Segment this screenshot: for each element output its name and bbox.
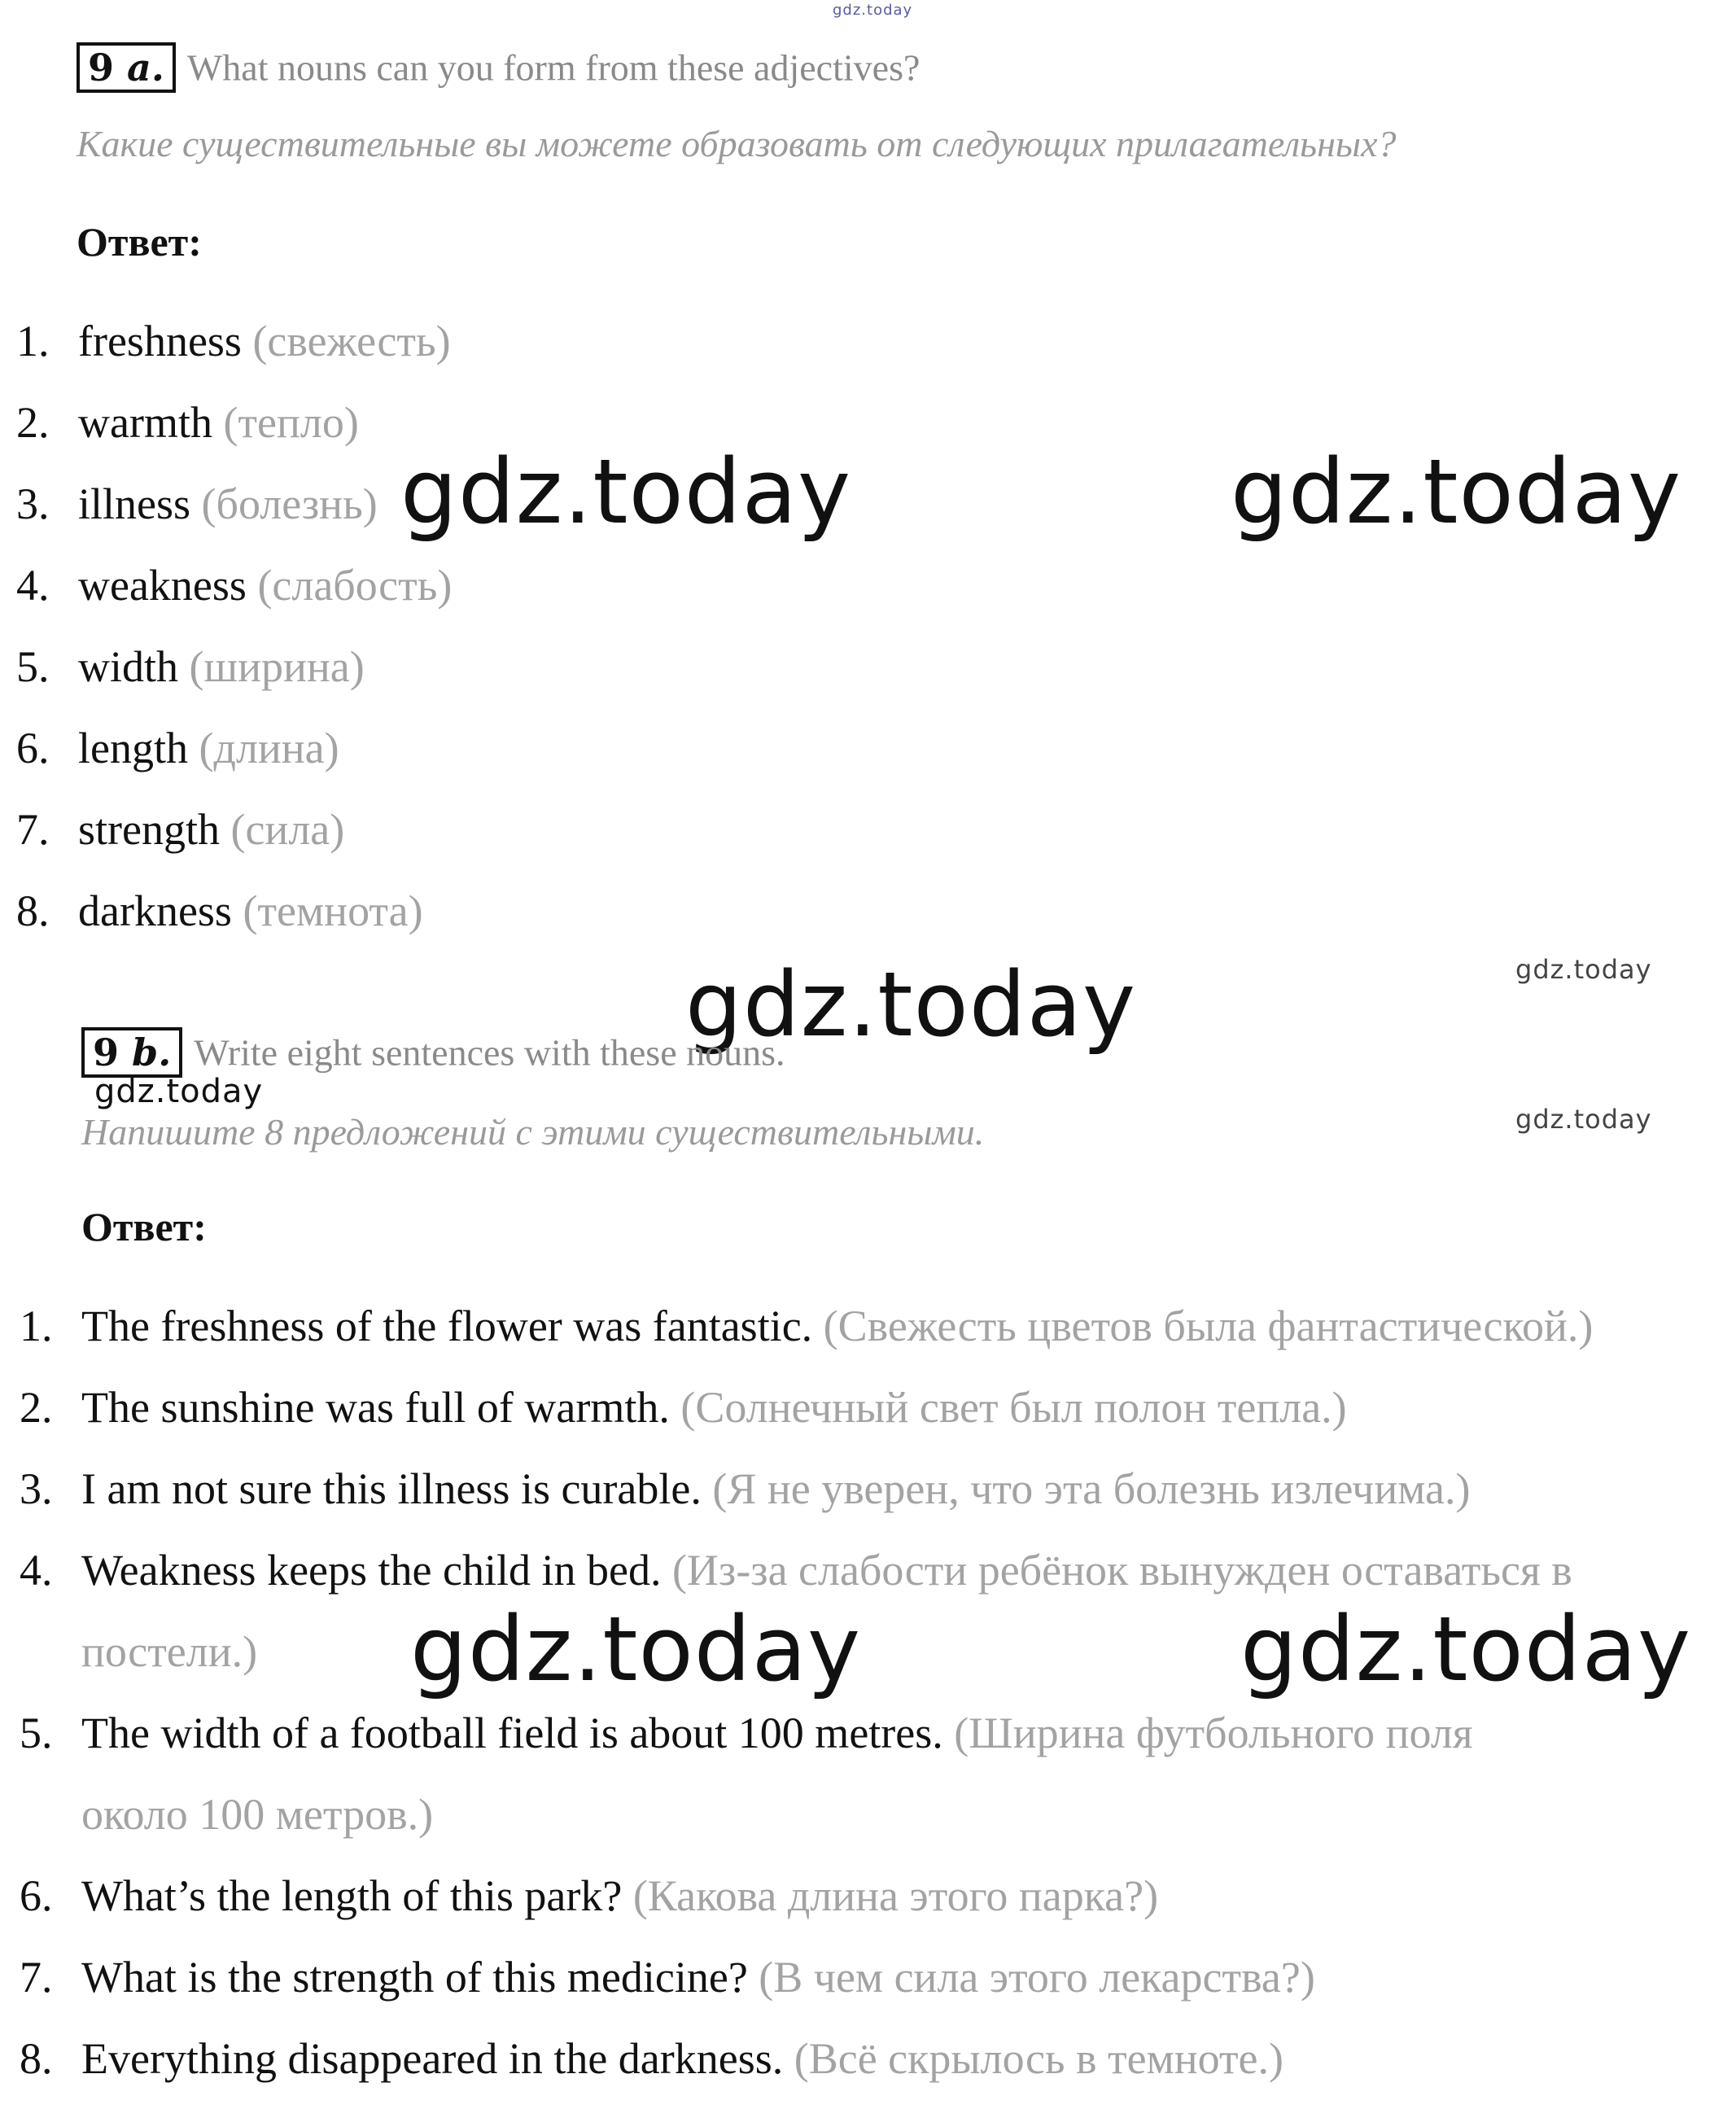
task-b-prompt-ru: Напишите 8 предложений с этими существительными.: [81, 1111, 985, 1153]
list-item: 2. warmth (тепло): [16, 398, 359, 447]
task-a-header: [77, 42, 920, 93]
list-item: 1. freshness (свежесть): [16, 317, 451, 365]
task-a-number: 9: [88, 46, 115, 90]
task-a-prompt-ru: Какие существительные вы можете образовать от следующих прилагательных?: [77, 123, 1397, 164]
watermark-small: gdz.today: [1515, 954, 1652, 985]
watermark-small: gdz.today: [1515, 1104, 1652, 1135]
list-item: 8. Everything disappeared in the darkness. (Всё скрылось в темноте.): [20, 2034, 1284, 2083]
list-item: 5. The width of a football field is about 100 metres. (Ширина футбольного поля: [20, 1709, 1473, 1757]
list-item: 4. weakness (слабость): [16, 561, 453, 610]
watermark-large: gdz.today: [410, 1597, 862, 1701]
list-item: 4. Weakness keeps the child in bed. (Из-за слабости ребёнок вынужден оставаться в: [20, 1546, 1572, 1595]
list-item: 7. strength (сила): [16, 805, 345, 854]
list-item-continuation: около 100 метров.): [81, 1790, 434, 1839]
list-item: 5. width (ширина): [16, 642, 365, 691]
task-b-answer-label: Ответ:: [81, 1204, 207, 1249]
task-a-number-box: [77, 42, 176, 93]
watermark-top: gdz.today: [833, 2, 913, 19]
list-item: 3. I am not sure this illness is curable. (Я не уверен, что эта болезнь излечима.): [20, 1464, 1471, 1513]
list-item: 8. darkness (темнота): [16, 886, 423, 935]
watermark-medium: gdz.today: [94, 1073, 264, 1110]
task-a-prompt-en: What nouns can you form from these adjectives?: [186, 46, 920, 89]
list-item: 3. illness (болезнь): [16, 479, 378, 528]
watermark-large: gdz.today: [1231, 440, 1682, 544]
list-item: 7. What is the strength of this medicine? (В чем сила этого лекарства?): [20, 1953, 1315, 2002]
watermark-large: gdz.today: [1240, 1597, 1692, 1701]
list-item: 6. What’s the length of this park? (Какова длина этого парка?): [20, 1871, 1159, 1920]
task-b-letter: b.: [132, 1030, 172, 1074]
task-a-letter: a.: [127, 46, 164, 90]
task-a-answer-label: Ответ:: [77, 219, 202, 265]
list-item: 2. The sunshine was full of warmth. (Солнечный свет был полон тепла.): [20, 1383, 1347, 1432]
task-b-number: 9: [93, 1030, 120, 1074]
task-b-prompt-en: Write eight sentences with these nouns.: [194, 1031, 785, 1074]
watermark-large: gdz.today: [400, 440, 852, 544]
task-b-number-box: [81, 1027, 182, 1078]
list-item-continuation: постели.): [81, 1627, 258, 1676]
list-item: 1. The freshness of the flower was fantastic. (Свежесть цветов была фантастической.): [20, 1302, 1594, 1350]
watermark-large: gdz.today: [685, 952, 1137, 1057]
task-b-header: [81, 1027, 785, 1078]
list-item: 6. length (длина): [16, 724, 339, 772]
